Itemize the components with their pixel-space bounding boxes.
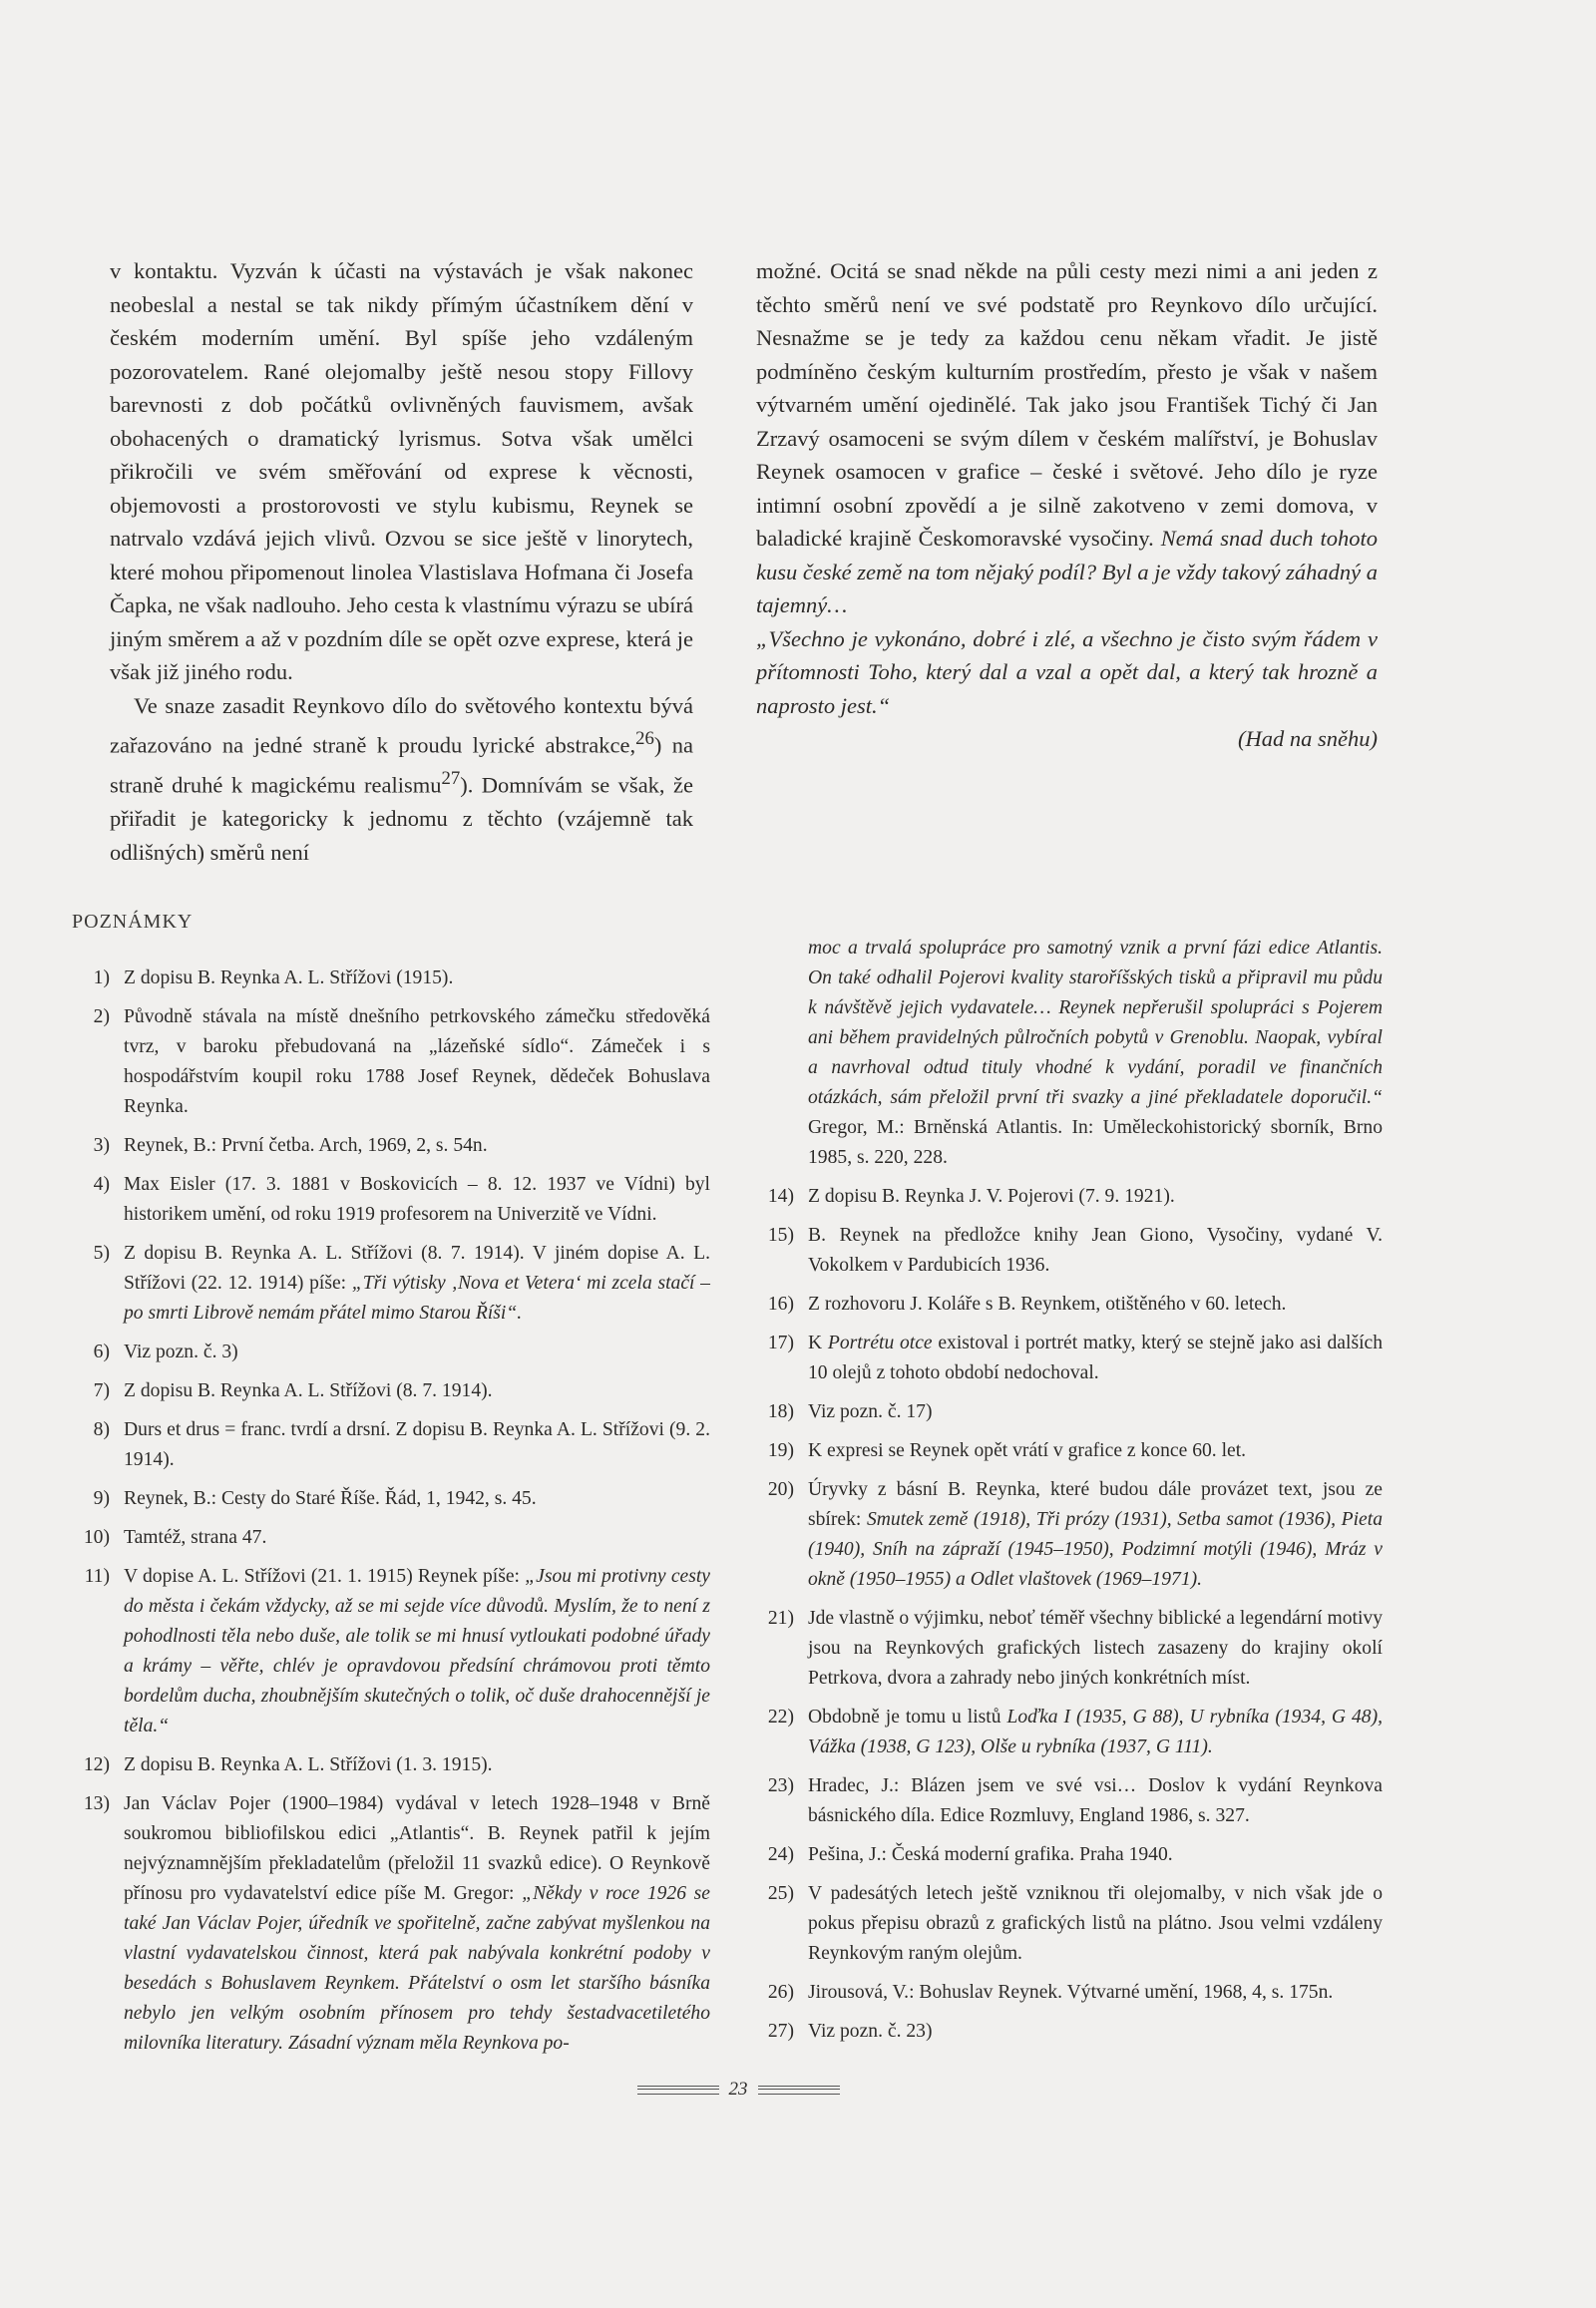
footnote-text <box>124 1170 710 1230</box>
footnote-number: 21) <box>767 1608 794 1629</box>
italic-text-run: „Někdy v roce 1926 se také Jan Václav Pojer, úředník ve spořitelně, začne zabývat myšlenkou na vlastní vydavatelskou činnost, která pak nabývala konkrétní podoby v besedách s Bohuslavem Reynkem. Přátelství o osm let staršího básníka nebylo jen velkým osobním přínosem pro tehdy šestadvacetiletého milovníka literatury. Zásadní význam měla Reynkova po- <box>124 1883 710 2054</box>
text-run: K expresi se Reynek opět vrátí v grafice z konce 60. let. <box>808 1440 1247 1461</box>
text-run: ) na straně druhé k magickému realismu <box>110 732 693 798</box>
footnote-text <box>808 1475 1383 1595</box>
footnote-number: 22) <box>767 1707 794 1728</box>
footnote-text <box>808 1397 1383 1427</box>
text-run: Z rozhovoru J. Koláře s B. Reynkem, otištěného v 60. letech. <box>808 1294 1287 1315</box>
italic-text-run: Smutek země (1918), Tři prózy (1931), Setba samot (1936), Pieta (1940), Sníh na zápraží (1945–1950), Podzimní motýli (1946), Mráz v okně (1950–1955) a Odlet vlaštovek (1969–1971). <box>808 1509 1383 1590</box>
italic-text-run: „Jsou mi protivny cesty do města i čekám vždycky, až se mi sejde více důvodů. Myslím, že to není z pohodlnosti těla nebo duše, ale tolik se mi hnusí vytloukati podobné úřady a krámy – věřte, chlév je opravdovou předsíní chrámovou proti těmto bordelům ducha, zhoubnějším skutečných o tolik, oč duše drahocennější je těla.“ <box>124 1566 710 1736</box>
footnote-text <box>124 1239 710 1329</box>
notes-right-column <box>756 934 1383 2056</box>
text-run: Viz pozn. č. 17) <box>808 1401 933 1422</box>
text-run: Reynek, B.: První četba. Arch, 1969, 2, s. 54n. <box>124 1135 488 1156</box>
footnote <box>72 1170 710 1230</box>
text-run: Z dopisu B. Reynka J. V. Pojerovi (7. 9. 1921). <box>808 1186 1175 1207</box>
text-run: Z dopisu B. Reynka A. L. Střížovi (1. 3. 1915). <box>124 1754 493 1775</box>
footnote-number: 10) <box>83 1527 110 1548</box>
ornament-rule-right <box>758 2086 840 2095</box>
footnote-number: 3) <box>93 1135 110 1156</box>
footnote-text <box>124 1002 710 1122</box>
text-run: Viz pozn. č. 23) <box>808 2021 933 2042</box>
text-run: ). Domnívám se však, že přiřadit je kategoricky k jednomu z těchto (vzájemně tak odlišných) směrů není <box>110 772 693 865</box>
footnote-text <box>124 1523 710 1553</box>
notes-heading: POZNÁMKY <box>72 911 194 933</box>
footnote <box>72 1484 710 1514</box>
page-number-ornament <box>623 2075 853 2105</box>
text-run: V padesátých letech ještě vzniknou tři olejomalby, v nich však jde o pokus přepisu obrazů z grafických listů na plátno. Jsou velmi vzdáleny Reynkovým raným olejům. <box>808 1883 1383 1964</box>
text-run: existoval i portrét matky, který se stejně jako asi dalších 10 olejů z tohoto období nedochoval. <box>808 1333 1384 1383</box>
footnote-number: 13) <box>83 1793 110 1814</box>
text-run: Hradec, J.: Blázen jsem ve své vsi… Doslov k vydání Reynkova básnického díla. Edice Rozmluvy, England 1986, s. 327. <box>808 1775 1383 1826</box>
footnote <box>756 1703 1383 1762</box>
text-run: Z dopisu B. Reynka A. L. Střížovi (1915). <box>124 967 454 988</box>
text-run: Durs et drus = franc. tvrdí a drsní. Z dopisu B. Reynka A. L. Střížovi (9. 2. 1914). <box>124 1419 710 1470</box>
footnote <box>756 1290 1383 1320</box>
footnote-number: 2) <box>93 1006 110 1027</box>
text-run: Ve snaze zasadit Reynkovo dílo do světového kontextu bývá zařazováno na jedné straně k proudu lyrické abstrakce, <box>110 692 693 758</box>
text-run: Max Eisler (17. 3. 1881 v Boskovicích – 8. 12. 1937 ve Vídni) byl historikem umění, od roku 1919 profesorem na Univerzitě ve Vídni. <box>124 1174 710 1225</box>
paragraph <box>756 254 1378 622</box>
footnote-number: 5) <box>93 1243 110 1264</box>
footnote <box>756 2017 1383 2047</box>
text-run: Úryvky z básní B. Reynka, které budou dále provázet text, jsou ze sbírek: <box>808 1479 1383 1530</box>
italic-text-run: moc a trvalá spolupráce pro samotný vznik a první fázi edice Atlantis. On také odhalil Pojerovi kvality staroříšských tisků a připravil mu půdu k návštěvě jejich vydavatele… Reynek nepřerušil spolupráci s Pojerem ani během pravidelných půlročních pobytů v Grenoblu. Naopak, vybíral a navrhoval odtud tituly vhodné k vydání, poradil ve finančních otázkách, sám přeložil první tři svazky a jiné překladatele doporučil.“ <box>808 938 1383 1108</box>
footnote-text <box>124 1750 710 1780</box>
footnote-ref-27: 27 <box>441 768 461 789</box>
footnote-number: 16) <box>767 1294 794 1315</box>
footnote-text <box>124 1415 710 1475</box>
footnote-text <box>808 1978 1383 2008</box>
footnote-number: 24) <box>767 1844 794 1865</box>
text-run: Původně stávala na místě dnešního petrkovského zámečku středověká tvrz, v baroku přebudovaná na „lázeňské sídlo“. Zámeček i s hospodářstvím koupil roku 1788 Josef Reynek, dědeček Bohuslava Reynka. <box>124 1006 710 1117</box>
footnote-text <box>124 963 710 993</box>
footnote-number: 15) <box>767 1225 794 1246</box>
footnote <box>756 1978 1383 2008</box>
text-run: Jan Václav Pojer (1900–1984) vydával v letech 1928–1948 v Brně soukromou bibliofilskou edici „Atlantis“. B. Reynek patřil k jejím nejvýznamnějším překladatelům (přeložil 11 svazků edice). O Reynkově přínosu pro vydavatelství edice píše M. Gregor: <box>124 1793 710 1904</box>
text-run: Gregor, M.: Brněnská Atlantis. In: Uměleckohistorický sborník, Brno 1985, s. 220, 228. <box>808 1117 1383 1168</box>
footnote-number: 18) <box>767 1401 794 1422</box>
footnote-text <box>808 2017 1383 2047</box>
footnote <box>72 1002 710 1122</box>
text-run: V dopise A. L. Střížovi (21. 1. 1915) Reynek píše: <box>124 1566 521 1587</box>
footnote-text <box>808 1221 1383 1281</box>
quote-source: (Had na sněhu) <box>1238 726 1378 751</box>
text-run: Pešina, J.: Česká moderní grafika. Praha 1940. <box>808 1844 1173 1865</box>
footnote-number: 7) <box>93 1380 110 1401</box>
footnote-number: 11) <box>84 1566 110 1587</box>
footnote <box>72 1750 710 1780</box>
footnote <box>756 1436 1383 1466</box>
footnote-number: 1) <box>93 967 110 988</box>
footnote <box>756 1397 1383 1427</box>
text-run: K <box>808 1333 823 1353</box>
italic-text-run: Loďka I (1935, G 88), U rybníka (1934, G 48), Vážka (1938, G 123), Olše u rybníka (1937, G 111). <box>808 1707 1383 1757</box>
footnote-text <box>808 1436 1383 1466</box>
footnote-number: 26) <box>767 1982 794 2003</box>
italic-text-run: „Tři výtisky ‚Nova et Vetera‘ mi zcela stačí – po smrti Librově nemám přátel mimo Starou Říši“. <box>124 1273 710 1324</box>
italic-text-run: Portrétu otce <box>827 1333 933 1353</box>
body-text-right-column <box>756 254 1378 756</box>
footnote-text <box>124 1338 710 1367</box>
footnote <box>72 1338 710 1367</box>
footnote <box>756 1840 1383 1870</box>
footnote-number: 17) <box>767 1333 794 1353</box>
footnote-number: 23) <box>767 1775 794 1796</box>
footnote-ref-26: 26 <box>635 728 654 749</box>
footnote <box>756 1329 1383 1388</box>
footnote-number: 6) <box>93 1342 110 1362</box>
footnote <box>72 1789 710 2059</box>
text-run: Reynek, B.: Cesty do Staré Říše. Řád, 1, 1942, s. 45. <box>124 1488 537 1509</box>
footnote <box>72 1562 710 1741</box>
footnote-number: 19) <box>767 1440 794 1461</box>
footnote <box>72 1131 710 1161</box>
footnote-number: 14) <box>767 1186 794 1207</box>
footnote-text <box>808 1840 1383 1870</box>
footnote <box>72 1415 710 1475</box>
italic-text-run: Nemá snad duch tohoto kusu české země na tom nějaký podíl? Byl a je vždy takový záhadný a tajemný… <box>756 526 1378 617</box>
footnote-text <box>124 1376 710 1406</box>
note-13-continuation <box>756 934 1383 1173</box>
text-run: možné. Ocitá se snad někde na půli cesty mezi nimi a ani jeden z těchto směrů není ve své podstatě pro Reynkovo dílo určující. Nesnažme se je tedy za každou cenu někam vřadit. Je jistě podmíněno českým kulturním prostředím, přesto je však v našem výtvarném umění ojedinělé. Tak jako jsou František Tichý či Jan Zrzavý osamoceni se svým dílem v českém malířství, je Bohuslav Reynek osamocen v grafice – české i světové. Jeho dílo je ryze intimní osobní zpovědí a je silně zakotveno v zemi domova, v baladické krajině Českomoravské vysočiny. <box>756 258 1378 551</box>
footnote-number: 9) <box>93 1488 110 1509</box>
footnote-text <box>808 1290 1383 1320</box>
footnote-text <box>808 1771 1383 1831</box>
footnote <box>756 1182 1383 1212</box>
footnote <box>72 1239 710 1329</box>
footnote-text <box>124 1484 710 1514</box>
footnote-text <box>124 1131 710 1161</box>
notes-left-column <box>72 963 710 2068</box>
poem-quote: „Všechno je vykonáno, dobré i zlé, a všechno je čisto svým řádem v přítomnosti Toho, který dal a vzal a opět dal, a který tak hrozně a naprosto jest.“ <box>756 625 1378 718</box>
text-run: Z dopisu B. Reynka A. L. Střížovi (8. 7. 1914). V jiném dopise A. L. Střížovi (22. 12. 1914) píše: <box>124 1243 710 1294</box>
footnote-text <box>124 1789 710 2059</box>
footnote <box>72 1523 710 1553</box>
text-run: Jirousová, V.: Bohuslav Reynek. Výtvarné umění, 1968, 4, s. 175n. <box>808 1982 1334 2003</box>
footnote <box>756 1604 1383 1694</box>
body-text-left-column <box>110 254 693 869</box>
page-number: 23 <box>728 2079 748 2100</box>
footnote <box>756 1771 1383 1831</box>
footnote <box>756 1221 1383 1281</box>
footnote <box>756 1475 1383 1595</box>
text-run: Tamtéž, strana 47. <box>124 1527 267 1548</box>
footnote <box>756 1879 1383 1969</box>
footnote-number: 8) <box>93 1419 110 1440</box>
footnote-number: 4) <box>93 1174 110 1195</box>
footnote-text <box>808 1703 1383 1762</box>
footnote <box>72 963 710 993</box>
footnote <box>72 1376 710 1406</box>
footnote-text <box>808 1182 1383 1212</box>
text-run: Viz pozn. č. 3) <box>124 1342 238 1362</box>
text-run: Obdobně je tomu u listů <box>808 1707 1001 1728</box>
footnote-text <box>124 1562 710 1741</box>
footnote-text <box>808 1604 1383 1694</box>
paragraph <box>110 689 693 870</box>
footnote-number: 25) <box>767 1883 794 1904</box>
ornament-rule-left <box>637 2086 719 2095</box>
text-run: Jde vlastně o výjimku, neboť téměř všechny biblické a legendární motivy jsou na Reynkových grafických listech zasazeny do krajiny okolí Petrkova, dvora a zahrady nebo jiných konkrétních míst. <box>808 1608 1383 1689</box>
text-run: Z dopisu B. Reynka A. L. Střížovi (8. 7. 1914). <box>124 1380 493 1401</box>
footnote-number: 20) <box>767 1479 794 1500</box>
footnote-number: 27) <box>767 2021 794 2042</box>
text-run: B. Reynek na předložce knihy Jean Giono, Vysočiny, vydané V. Vokolkem v Pardubicích 1936. <box>808 1225 1383 1276</box>
paragraph: v kontaktu. Vyzván k účasti na výstavách je však nakonec neobeslal a nestal se tak nikdy přímým účastníkem dění v českém moderním umění. Byl spíše jeho vzdáleným pozorovatelem. Rané olejomalby ještě nesou stopy Fillovy barevnosti z dob počátků ovlivněných fauvismem, avšak obohacených o dramatický lyrismus. Sotva však umělci přikročili ve svém směřování od exprese k věcnosti, objemovosti a prostorovosti ve stylu kubismu, Reynek se natrvalo vzdává jejich vlivů. Ozvou se sice ještě v linorytech, které mohou připomenout linolea Vlastislava Hofmana či Josefa Čapka, ne však nadlouho. Jeho cesta k vlastnímu výrazu se ubírá jiným směrem a až v pozdním díle se opět ozve exprese, která je však již jiného rodu. <box>110 258 693 684</box>
footnote-number: 12) <box>83 1754 110 1775</box>
footnote-text <box>808 1879 1383 1969</box>
footnote-text <box>808 1329 1383 1388</box>
